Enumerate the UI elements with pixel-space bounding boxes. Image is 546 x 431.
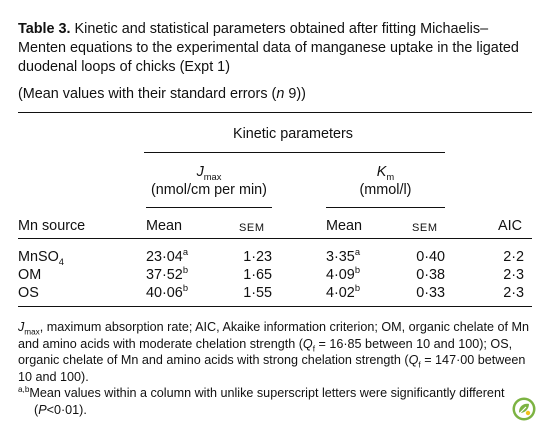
row-jmax-sem: 1·55	[243, 285, 272, 301]
jmax-mean-header: Mean	[146, 218, 182, 234]
jmax-subscript: max	[203, 171, 222, 182]
row-km-mean-value: 4·02	[326, 285, 355, 301]
km-header	[326, 164, 445, 180]
fn-p-value: <0·01).	[46, 402, 87, 417]
table-footnotes	[18, 319, 532, 418]
jmax-symbol: J	[196, 164, 204, 180]
row-aic: 2·3	[503, 285, 524, 301]
row-km-sem: 0·40	[416, 249, 445, 265]
caption-text: Kinetic and statistical parameters obtained after fitting Michaelis–Menten equations to the experimental data of manganese uptake in the ligated duodenal loops of chicks (Expt 1)	[18, 21, 519, 75]
subcaption-prefix: (Mean values with their standard errors (	[18, 86, 277, 102]
row-km-mean-sup: b	[354, 265, 361, 276]
km-unit: (mmol/l)	[359, 182, 412, 198]
fn-p-symbol: P	[38, 402, 47, 417]
fn-abbrev-text: = 16·85 between 10 and 100); OS, organic chelate of Mn and amino acids with strong chelation strength (	[18, 336, 513, 367]
row-aic: 2·2	[503, 249, 524, 265]
fn-ab-text: Mean values within a column with unlike superscript letters were significantly different (	[29, 386, 505, 417]
km-symbol: K	[376, 164, 387, 180]
table-top-rule	[18, 112, 532, 113]
aic-header: AIC	[498, 218, 522, 234]
jmax-header	[146, 164, 272, 180]
row-source-subscript: 4	[58, 256, 64, 267]
jmax-unit: (nmol/cm per min)	[151, 182, 267, 198]
table-caption	[18, 20, 534, 77]
fn-abbrev-text: , maximum absorption rate; AIC, Akaike information criterion; OM, organic chelate of Mn and amino acids with moderate chelation strength (	[18, 320, 530, 351]
row-jmax-mean-sup: b	[182, 283, 189, 294]
row-source-text: OS	[18, 285, 39, 301]
row-km-sem: 0·33	[416, 285, 445, 301]
subcaption-n-label: n	[276, 86, 285, 102]
row-jmax-sem: 1·23	[243, 249, 272, 265]
km-subscript: m	[386, 171, 395, 182]
kinetic-parameters-rule	[144, 152, 445, 153]
jmax-sem-header: SEM	[239, 222, 265, 234]
footnote-abbreviations	[18, 319, 532, 385]
row-jmax-mean	[146, 249, 188, 265]
row-km-mean-value: 3·35	[326, 249, 355, 265]
table-label: Table 3.	[18, 21, 71, 37]
kinetic-parameters-header: Kinetic parameters	[233, 126, 353, 142]
row-jmax-mean-sup: a	[182, 247, 189, 258]
row-km-mean-sup: a	[354, 247, 361, 258]
fn-jmax-subscript: max	[24, 327, 40, 337]
leaf-logo-icon	[512, 397, 536, 421]
table-subcaption	[18, 86, 306, 102]
row-source	[18, 267, 41, 283]
row-km-mean-value: 4·09	[326, 267, 355, 283]
fn-abbrev-text: = 147·00 between 10 and 100).	[18, 353, 526, 384]
row-jmax-sem: 1·65	[243, 267, 272, 283]
row-km-mean	[326, 285, 360, 301]
row-aic: 2·3	[503, 267, 524, 283]
row-jmax-mean	[146, 285, 188, 301]
mn-source-header: Mn source	[18, 218, 86, 234]
fn-qf-subscript: f	[312, 344, 315, 354]
fn-qf-symbol: Q	[302, 336, 313, 351]
footnote-superscripts	[18, 385, 532, 418]
row-km-mean-sup: b	[354, 283, 361, 294]
row-jmax-mean-sup: b	[182, 265, 189, 276]
row-source-text: MnSO	[18, 249, 59, 265]
km-sem-header: SEM	[412, 222, 438, 234]
fn-ab-marker: a,b	[18, 384, 30, 394]
jmax-rule	[146, 207, 272, 208]
fn-jmax-symbol: J	[18, 320, 25, 334]
row-km-mean	[326, 249, 360, 265]
row-source-text: OM	[18, 267, 42, 283]
km-mean-header: Mean	[326, 218, 362, 234]
table-bottom-rule	[18, 306, 532, 307]
row-source	[18, 285, 39, 301]
row-jmax-mean-value: 23·04	[146, 249, 183, 265]
subcaption-n-value: 9))	[284, 86, 306, 102]
fn-qf-subscript: f	[418, 360, 421, 370]
row-km-mean	[326, 267, 360, 283]
km-rule	[326, 207, 445, 208]
row-jmax-mean-value: 37·52	[146, 267, 183, 283]
row-source	[18, 249, 64, 265]
row-jmax-mean-value: 40·06	[146, 285, 183, 301]
fn-qf-symbol: Q	[408, 353, 419, 367]
header-bottom-rule	[18, 238, 532, 239]
row-jmax-mean	[146, 267, 188, 283]
row-km-sem: 0·38	[416, 267, 445, 283]
